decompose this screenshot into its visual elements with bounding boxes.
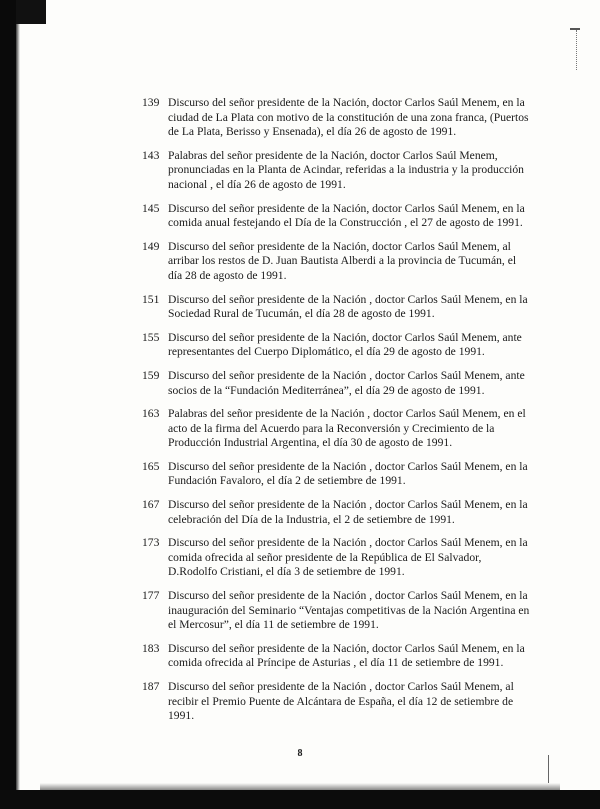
toc-page-number: 155 <box>142 330 160 344</box>
toc-entry-text: Palabras del señor presidente de la Nación , doctor Carlos Saúl Menem, en el acto de la firma del Acuerdo para la Reconversión y Crecimiento de la Producción Industrial Argentina, el día 30 de agosto de 1991. <box>168 407 526 450</box>
toc-entry <box>142 149 530 193</box>
scan-bottom-edge <box>0 790 600 809</box>
toc-page-number: 151 <box>142 292 160 306</box>
toc-entry <box>142 202 530 231</box>
toc-entry-text: Discurso del señor presidente de la Nación, doctor Carlos Saúl Menem, ante representantes del Cuerpo Diplomático, el día 29 de agosto de 1991. <box>168 330 522 359</box>
toc-entry <box>142 589 530 633</box>
toc-page-number: 187 <box>142 680 160 693</box>
toc-page-number: 165 <box>142 459 160 473</box>
scan-binding-shadow <box>16 0 20 809</box>
scan-bottom-margin-mark <box>548 755 549 783</box>
toc-page-number: 159 <box>142 368 160 382</box>
toc-entry-text: Discurso del señor presidente de la Nación , doctor Carlos Saúl Menem, en la celebración del Día de la Industria, el 2 de setiembre de 1991. <box>168 498 528 526</box>
scan-margin-mark <box>576 30 579 70</box>
toc-page-number: 143 <box>142 148 160 162</box>
toc-entry <box>142 96 530 140</box>
toc-entry-text: Discurso del señor presidente de la Nación, doctor Carlos Saúl Menem, en la comida anual festejando el Día de la Construcción , el 27 de agosto de 1991. <box>168 201 525 230</box>
toc-entry-text: Discurso del señor presidente de la Nación , doctor Carlos Saúl Menem, ante socios de la “Fundación Mediterránea”, el día 29 de agosto de 1991. <box>168 368 525 397</box>
toc-page-number: 183 <box>142 641 160 655</box>
toc-entry <box>142 293 530 322</box>
toc-page-number: 145 <box>142 201 160 215</box>
scan-margin-tick <box>570 28 580 30</box>
toc-page-number: 149 <box>142 239 160 253</box>
scan-corner-artifact <box>16 0 46 24</box>
toc-entry-text: Discurso del señor presidente de la Nación , doctor Carlos Saúl Menem, en la comida ofrecida al señor presidente de la República de El Salvador, D.Rodolfo Cristiani, el día 3 de setiembre de 1991. <box>168 536 528 579</box>
toc-entry-text: Palabras del señor presidente de la Nación, doctor Carlos Saúl Menem, pronunciadas en la Planta de Acindar, referidas a la industria y la producción nacional , el día 26 de agosto de 1991. <box>168 148 524 191</box>
toc-entry-text: Discurso del señor presidente de la Nación , doctor Carlos Saúl Menem, en la inauguración del Seminario “Ventajas competitivas de la Nación Argentina en el Mercosur”, el día 11 de setiembre de 1991. <box>168 589 530 632</box>
toc-entry <box>142 680 530 724</box>
toc-entry-text: Discurso del señor presidente de la Nación, doctor Carlos Saúl Menem, en la ciudad de La Plata con motivo de la constitución de una zona franca, (Puertos de La Plata, Berisso y Ensenada), el día 26 de agosto de 1991. <box>168 96 529 139</box>
toc-entry <box>142 240 530 284</box>
toc-entry <box>142 460 530 489</box>
toc-entry <box>142 642 530 671</box>
toc-entry <box>142 369 530 398</box>
toc-page-number: 173 <box>142 536 160 550</box>
toc-entry <box>142 407 530 451</box>
toc-entry-text: Discurso del señor presidente de la Nación, doctor Carlos Saúl Menem, al arribar los restos de D. Juan Bautista Alberdi a la provincia de Tucumán, el día 28 de agosto de 1991. <box>168 239 517 282</box>
toc-entry <box>142 498 530 527</box>
toc-entry <box>142 331 530 360</box>
toc-entry-text: Discurso del señor presidente de la Nación, doctor Carlos Saúl Menem, en la comida ofrecida al Príncipe de Asturias , el día 11 de setiembre de 1991. <box>168 641 525 670</box>
toc-page-number: 167 <box>142 498 160 512</box>
toc-page-number: 177 <box>142 589 160 603</box>
page-number: 8 <box>297 748 303 759</box>
scan-binding-edge <box>0 0 16 809</box>
toc-page-number: 163 <box>142 407 160 421</box>
toc-entry <box>142 536 530 580</box>
table-of-contents <box>142 96 530 733</box>
toc-entry-text: Discurso del señor presidente de la Nación , doctor Carlos Saúl Menem, en la Fundación Favaloro, el día 2 de setiembre de 1991. <box>168 459 528 488</box>
toc-page-number: 139 <box>142 96 160 109</box>
toc-entry-text: Discurso del señor presidente de la Nación , doctor Carlos Saúl Menem, en la Sociedad Rural de Tucumán, el día 28 de agosto de 1991. <box>168 292 528 321</box>
toc-entry-text: Discurso del señor presidente de la Nación , doctor Carlos Saúl Menem, al recibir el Premio Puente de Alcántara de España, el día 12 de setiembre de 1991. <box>168 680 514 723</box>
